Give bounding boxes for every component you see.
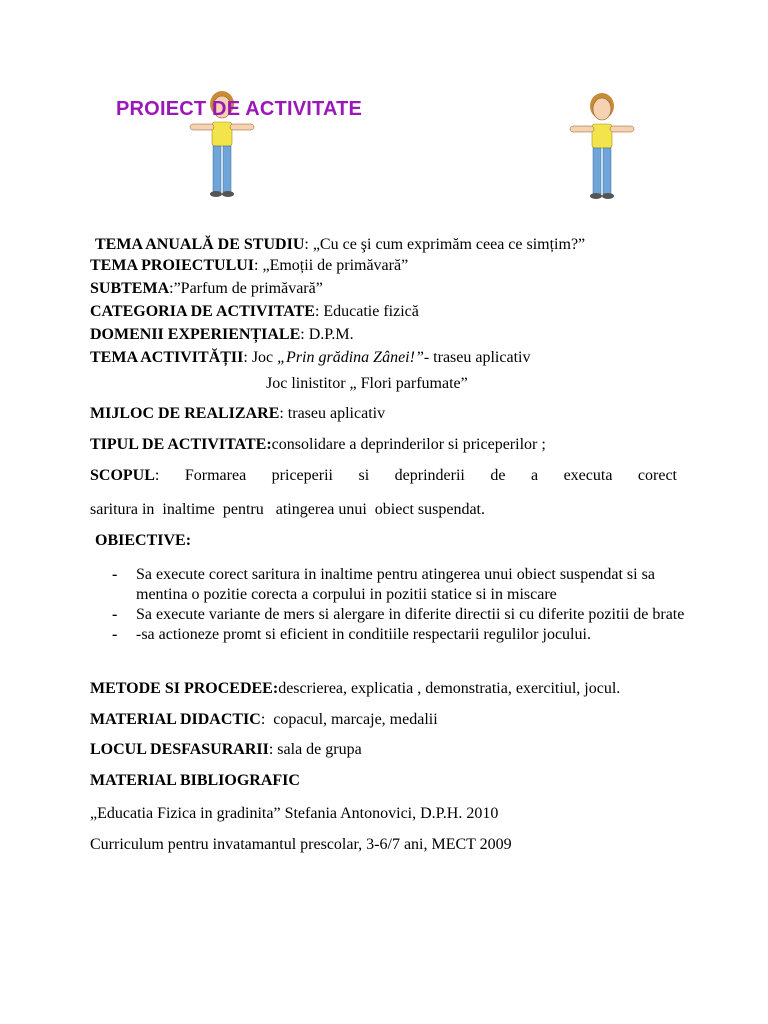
field-locul	[90, 740, 362, 760]
page-title: PROIECT DE ACTIVITATE	[116, 98, 363, 120]
field-label: TEMA ANUALĂ DE STUDIU	[95, 236, 305, 253]
scope-word: :	[154, 467, 160, 484]
bibliography-item: „Educatia Fizica in gradinita” Stefania Antonovici, D.P.H. 2010	[90, 805, 499, 822]
field-value: : traseu aplicativ	[279, 405, 386, 422]
scope-word: corect	[637, 467, 677, 484]
field-value: : „Emoții de primăvară”	[254, 257, 409, 274]
field-value: : sala de grupa	[268, 741, 362, 758]
field-label: MATERIAL DIDACTIC	[90, 711, 261, 728]
field-value: : „Cu ce şi cum exprimăm ceea ce simțim?”	[304, 236, 586, 253]
field-categoria	[90, 302, 419, 322]
bullet-dash-icon: -	[112, 566, 118, 583]
field-label: SUBTEMA	[90, 280, 170, 297]
objectives-heading: OBIECTIVE:	[95, 532, 192, 549]
field-label: TEMA PROIECTULUI	[90, 257, 255, 274]
field-value: : Educatie fizică	[314, 303, 419, 320]
scope-word: de	[490, 467, 506, 484]
list-item	[90, 565, 696, 605]
objective-text: Sa execute corect saritura in inaltime pentru atingerea unui obiect suspendat si sa mentina o pozitie corecta a corpului in pozitii statice si in miscare	[136, 566, 655, 603]
list-item	[90, 605, 696, 625]
field-label: TEMA ACTIVITĂȚII	[90, 349, 244, 366]
field-tema-activitatii	[90, 348, 530, 368]
objectives-list	[90, 565, 690, 645]
scope-word: Formarea	[184, 467, 247, 484]
field-material	[90, 710, 438, 730]
field-label: LOCUL DESFASURARII	[90, 741, 269, 758]
field-tema-anuala	[95, 235, 585, 255]
field-tema-activitatii-line2: Joc linistitor „ Flori parfumate”	[266, 375, 468, 392]
objective-text: -sa actioneze promt si eficient in conditiile respectarii regulilor jocului.	[136, 626, 591, 643]
field-tipul	[90, 435, 546, 455]
field-label: TIPUL DE ACTIVITATE:	[90, 436, 272, 453]
field-label: SCOPUL	[90, 467, 155, 484]
field-value: consolidare a deprinderilor si priceperilor ;	[271, 436, 546, 453]
field-label: CATEGORIA DE ACTIVITATE	[90, 303, 315, 320]
scope-word: si	[358, 467, 370, 484]
bullet-dash-icon: -	[112, 626, 118, 643]
field-label: METODE SI PROCEDEE:	[90, 680, 279, 697]
field-value: : copacul, marcaje, medalii	[260, 711, 438, 728]
bullet-dash-icon: -	[112, 606, 118, 623]
field-subtema	[90, 279, 323, 299]
scope-word: priceperii	[271, 467, 333, 484]
field-domenii	[90, 325, 354, 345]
field-value: :”Parfum de primăvară”	[169, 280, 323, 297]
list-item	[90, 625, 696, 645]
bibliography-heading: MATERIAL BIBLIOGRAFIC	[90, 772, 300, 789]
field-tema-proiect	[90, 256, 408, 276]
field-value: : D.P.M.	[300, 326, 354, 343]
scope-word: a	[530, 467, 539, 484]
field-value: descrierea, explicatia , demonstratia, exercitiul, jocul.	[278, 680, 621, 697]
bibliography-item: Curriculum pentru invatamantul prescolar, 3-6/7 ani, MECT 2009	[90, 836, 512, 853]
field-scopul	[90, 467, 677, 485]
objective-text: Sa execute variante de mers si alergare in diferite directii si cu diferite pozitii de brate	[136, 606, 685, 623]
scope-word: deprinderii	[394, 467, 465, 484]
field-value-prefix: : Joc	[243, 349, 278, 366]
field-scopul-line2: saritura in inaltime pentru atingerea unui obiect suspendat.	[90, 501, 485, 518]
field-mijloc	[90, 404, 385, 424]
field-label: MIJLOC DE REALIZARE	[90, 405, 280, 422]
field-label: DOMENII EXPERIENȚIALE	[90, 326, 301, 343]
scope-word: executa	[563, 467, 613, 484]
game-title: „Prin grădina Zânei!”	[277, 349, 424, 366]
child-illustration-right-icon	[568, 92, 668, 202]
field-metode	[90, 679, 620, 699]
field-value-suffix: - traseu aplicativ	[423, 349, 531, 366]
